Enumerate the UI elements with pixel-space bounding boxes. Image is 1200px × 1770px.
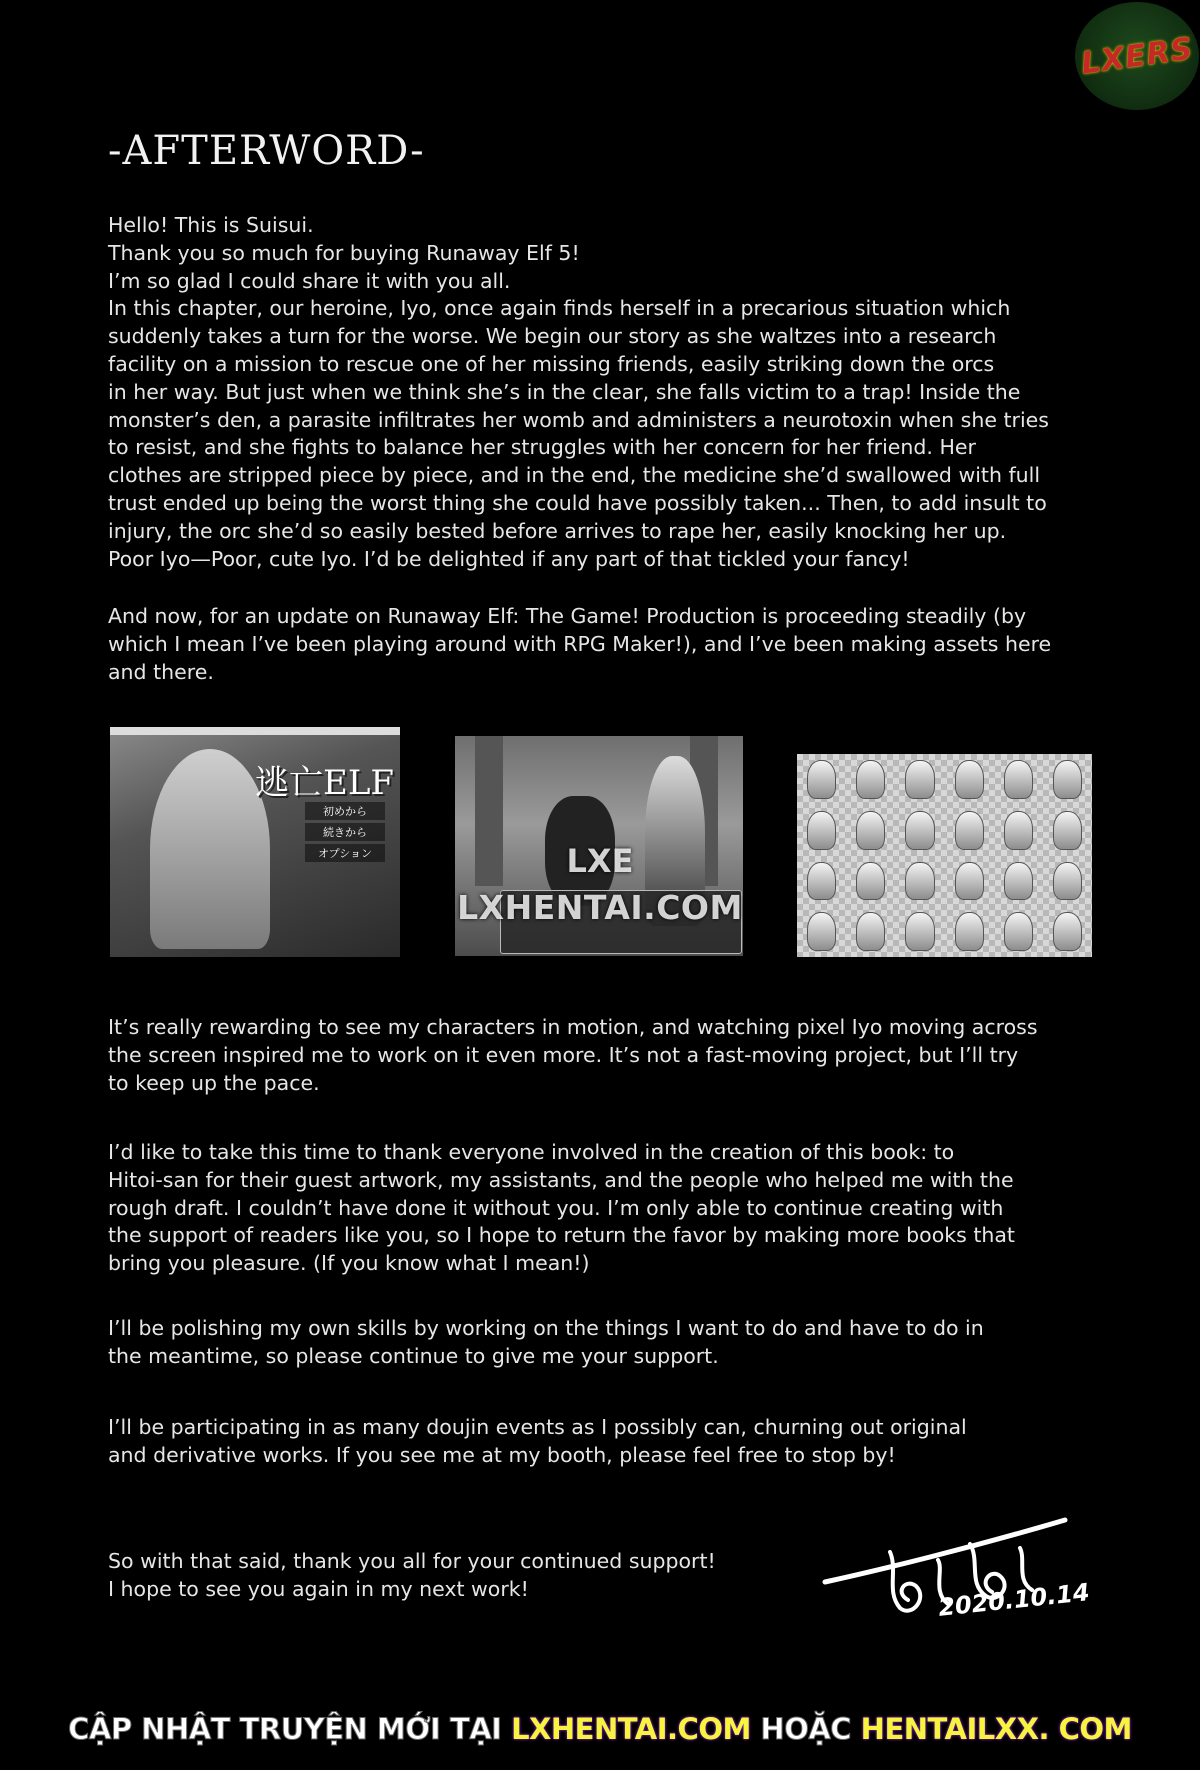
- thanks-paragraph: I’d like to take this time to thank everyone involved in the creation of this book: to Hitoi-san for their guest artwork, my assistants, and the people who helped me with the rough draft. I couldn’t have done it without you. I’m only able to continue creating with the support of readers like you, so I hope to return the favor by making more books that bring you pleasure. (If you know what I mean!): [108, 1140, 1015, 1276]
- sprite-frame: [955, 912, 984, 951]
- sprite-frame: [1004, 862, 1033, 901]
- menu-item-continue: 続きから: [305, 823, 385, 841]
- footer-middle: HOẶC: [750, 1712, 861, 1746]
- watermark-bottom: LXHENTAI.COM: [457, 888, 743, 927]
- sprite-frame: [856, 760, 885, 799]
- closing-paragraph: So with that said, thank you all for your continued support! I hope to see you again in my next work!: [108, 1549, 716, 1601]
- sprite-frame: [905, 862, 934, 901]
- sprite-frame: [1053, 862, 1082, 901]
- footer-site-2[interactable]: HENTAILXX. COM: [860, 1712, 1132, 1746]
- page-title: -AFTERWORD-: [108, 128, 425, 174]
- sprite-frame: [1053, 811, 1082, 850]
- footer-prefix: CẬP NHẬT TRUYỆN MỚI TẠI: [68, 1712, 512, 1746]
- signature-date: 2020.10.14: [936, 1578, 1091, 1622]
- sprite-sheet-screenshot: [797, 754, 1092, 957]
- polish-paragraph: I’ll be polishing my own skills by working on the things I want to do and have to do in the meantime, so please continue to give me your support.: [108, 1316, 984, 1368]
- sprite-frame: [856, 811, 885, 850]
- sprite-frame: [955, 811, 984, 850]
- game-logo: 逃亡ELF: [255, 763, 394, 803]
- sprite-frame: [856, 862, 885, 901]
- sprite-frame: [807, 912, 836, 951]
- title-menu: [305, 802, 385, 865]
- footer-site-1[interactable]: LXHENTAI.COM: [511, 1712, 751, 1746]
- intro-paragraph: Hello! This is Suisui. Thank you so much for buying Runaway Elf 5! I’m so glad I could share it with you all. In this chapter, our heroine, Iyo, once again finds herself in a precarious situation which suddenly takes a turn for the worse. We begin our story as she waltzes into a research facility on a mission to rescue one of her missing friends, easily striking down the orcs in her way. But just when we think she’s in the clear, she falls victim to a trap! Inside the monster’s den, a parasite infiltrates her womb and administers a neurotoxin when she tries to resist, and she fights to balance her struggles with her concern for her friend. Her clothes are stripped piece by piece, and in the end, the medicine she’d swallowed with full trust ended up being the worst thing she could have possibly taken... Then, to add insult to injury, the orc she’d so easily bested before arrives to rape her, easily knocking her up. Poor Iyo—Poor, cute Iyo. I’d be delighted if any part of that tickled your fancy!: [108, 213, 1049, 571]
- sprite-frame: [1053, 760, 1082, 799]
- footer-banner: [0, 1712, 1200, 1746]
- sprite-frame: [1053, 912, 1082, 951]
- window-titlebar: [110, 727, 400, 735]
- update-paragraph: And now, for an update on Runaway Elf: The Game! Production is proceeding steadily (by which I mean I’ve been playing around with RPG Maker!), and I’ve been making assets here and there.: [108, 604, 1052, 684]
- sprite-frame: [856, 912, 885, 951]
- elf-figure: [150, 749, 270, 949]
- motion-paragraph: It’s really rewarding to see my characters in motion, and watching pixel Iyo moving across the screen inspired me to work on it even more. It’s not a fast-moving project, but I’ll try to keep up the pace.: [108, 1015, 1038, 1095]
- sprite-frame: [955, 862, 984, 901]
- sprite-frame: [1004, 760, 1033, 799]
- sprite-frame: [905, 760, 934, 799]
- title-screen-screenshot: [110, 727, 400, 957]
- sprite-frame: [905, 811, 934, 850]
- watermark-top: LXE: [566, 842, 634, 880]
- sprite-frame: [1004, 811, 1033, 850]
- menu-item-new-game: 初めから: [305, 802, 385, 820]
- sprite-frame: [807, 760, 836, 799]
- sprite-frame: [955, 760, 984, 799]
- sprite-frame: [1004, 912, 1033, 951]
- menu-item-options: オプション: [305, 844, 385, 862]
- sprite-frame: [807, 811, 836, 850]
- logo-text: LXERS: [1078, 30, 1196, 82]
- lxers-logo: [1075, 2, 1199, 110]
- sprite-frame: [905, 912, 934, 951]
- events-paragraph: I’ll be participating in as many doujin events as I possibly can, churning out original and derivative works. If you see me at my booth, please feel free to stop by!: [108, 1415, 967, 1467]
- sprite-frame: [807, 862, 836, 901]
